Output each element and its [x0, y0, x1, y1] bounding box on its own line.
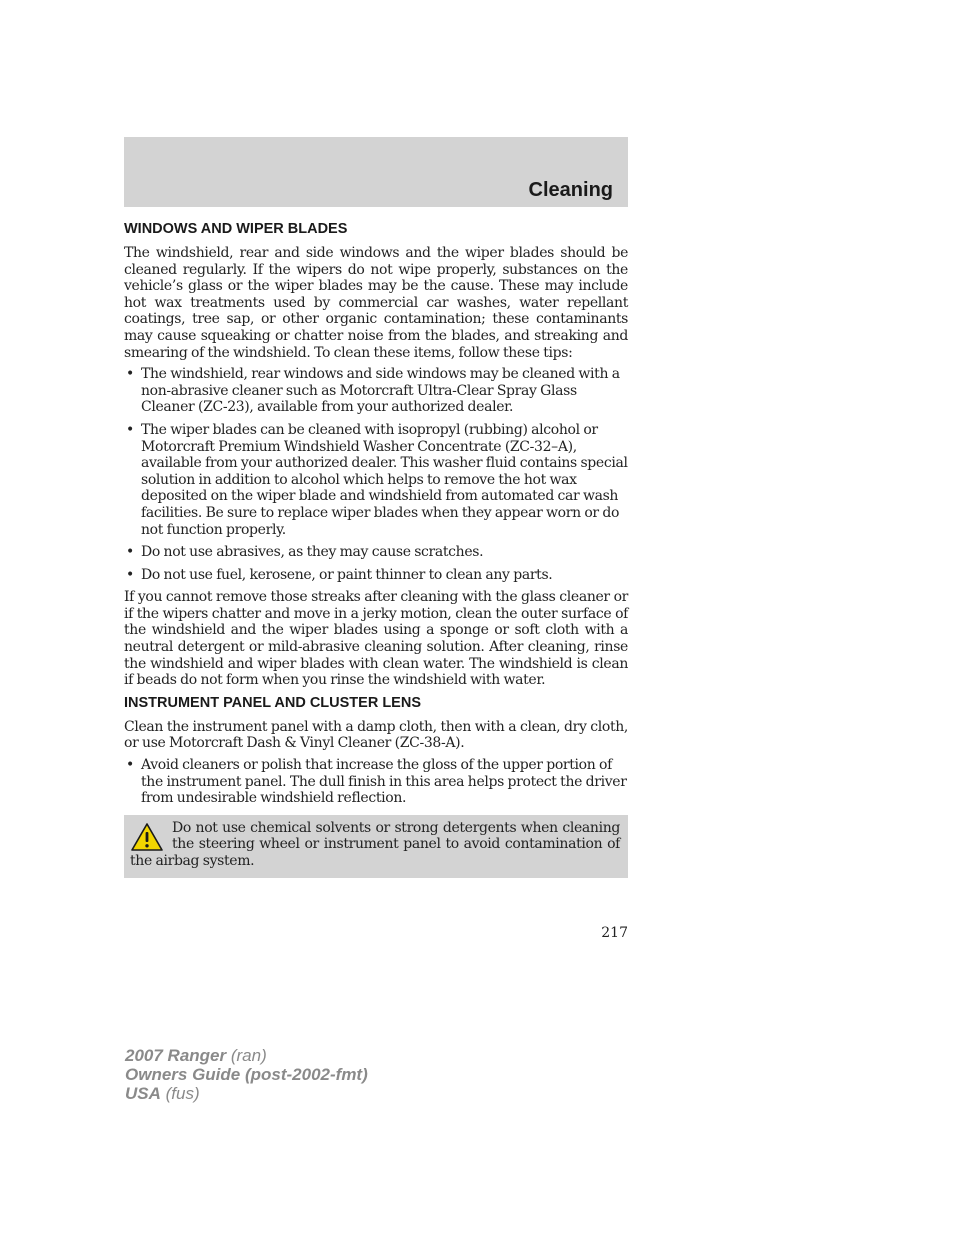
list-item	[124, 366, 628, 416]
list-item	[124, 567, 628, 584]
footer-line-market: USA (fus)	[125, 1084, 200, 1103]
bullet-icon: •	[126, 566, 134, 583]
list-item-text: Avoid cleaners or polish that increase the gloss of the upper portion of the instrument panel. The dull finish in this area helps protect the driver from undesirable windshield reflection.	[141, 757, 627, 807]
windows-intro-paragraph: The windshield, rear and side windows and the wiper blades should be cleaned regularly. If the wipers do not wipe properly, substances on the vehicle’s glass or the wiper blades may be the cause. These may include hot wax treatments used by commercial car washes, water repellant coatings, tree sap, or other organic contamination; these contaminants may cause squeaking or chatter noise from the blades, and streaking and smearing of the windshield. To clean these items, follow these tips:	[124, 245, 628, 361]
section-heading-windows: WINDOWS AND WIPER BLADES	[124, 221, 348, 237]
footer-line-guide: Owners Guide (post-2002-fmt)	[125, 1065, 368, 1084]
section-heading-instrument-panel: INSTRUMENT PANEL AND CLUSTER LENS	[124, 694, 421, 711]
footer-line-model: 2007 Ranger (ran)	[125, 1046, 267, 1065]
chapter-header-band	[124, 137, 628, 207]
bullet-icon: •	[126, 544, 134, 561]
instrument-panel-list	[124, 757, 628, 807]
windows-outro-paragraph: If you cannot remove those streaks after cleaning with the glass cleaner or if the wipers chatter and move in a jerky motion, clean the outer surface of the windshield and the wiper blades using a sponge or soft cloth with a neutral detergent or mild-abrasive cleaning solution. After cleaning, rinse the windshield and wiper blades with clean water. The windshield is clean if beads do not form when you rinse the windshield with water.	[124, 589, 628, 689]
windows-tips-list	[124, 366, 628, 583]
page-content	[124, 220, 628, 878]
document-footer	[125, 1046, 368, 1103]
list-item	[124, 422, 628, 538]
list-item-text: Do not use abrasives, as they may cause scratches.	[141, 544, 484, 561]
list-item-text: Do not use fuel, kerosene, or paint thinner to clean any parts.	[141, 566, 553, 583]
chapter-title: Cleaning	[528, 179, 613, 201]
warning-text: Do not use chemical solvents or strong detergents when cleaning the steering wheel or instrument panel to avoid contamination of the airbag system.	[130, 819, 620, 869]
list-item	[124, 544, 628, 561]
list-item	[124, 757, 628, 807]
warning-box	[124, 815, 628, 878]
list-item-text: The windshield, rear windows and side windows may be cleaned with a non-abrasive cleaner such as Motorcraft Ultra-Clear Spray Glass Cleaner (ZC-23), available from your authorized dealer.	[141, 366, 620, 416]
bullet-icon: •	[126, 366, 134, 383]
page-number: 217	[601, 925, 628, 941]
list-item-text: The wiper blades can be cleaned with isopropyl (rubbing) alcohol or Motorcraft Premium Windshield Washer Concentrate (ZC-32–A), available from your authorized dealer. This washer fluid contains special solution in addition to alcohol which helps to remove the hot wax deposited on the wiper blade and windshield from automated car wash facilities. Be sure to replace wiper blades when they appear worn or do not function properly.	[141, 421, 628, 538]
instrument-panel-paragraph: Clean the instrument panel with a damp cloth, then with a clean, dry cloth, or use Motorcraft Dash & Vinyl Cleaner (ZC-38-A).	[124, 718, 628, 752]
warning-triangle-icon	[130, 822, 164, 852]
bullet-icon: •	[126, 757, 134, 774]
bullet-icon: •	[126, 421, 134, 438]
